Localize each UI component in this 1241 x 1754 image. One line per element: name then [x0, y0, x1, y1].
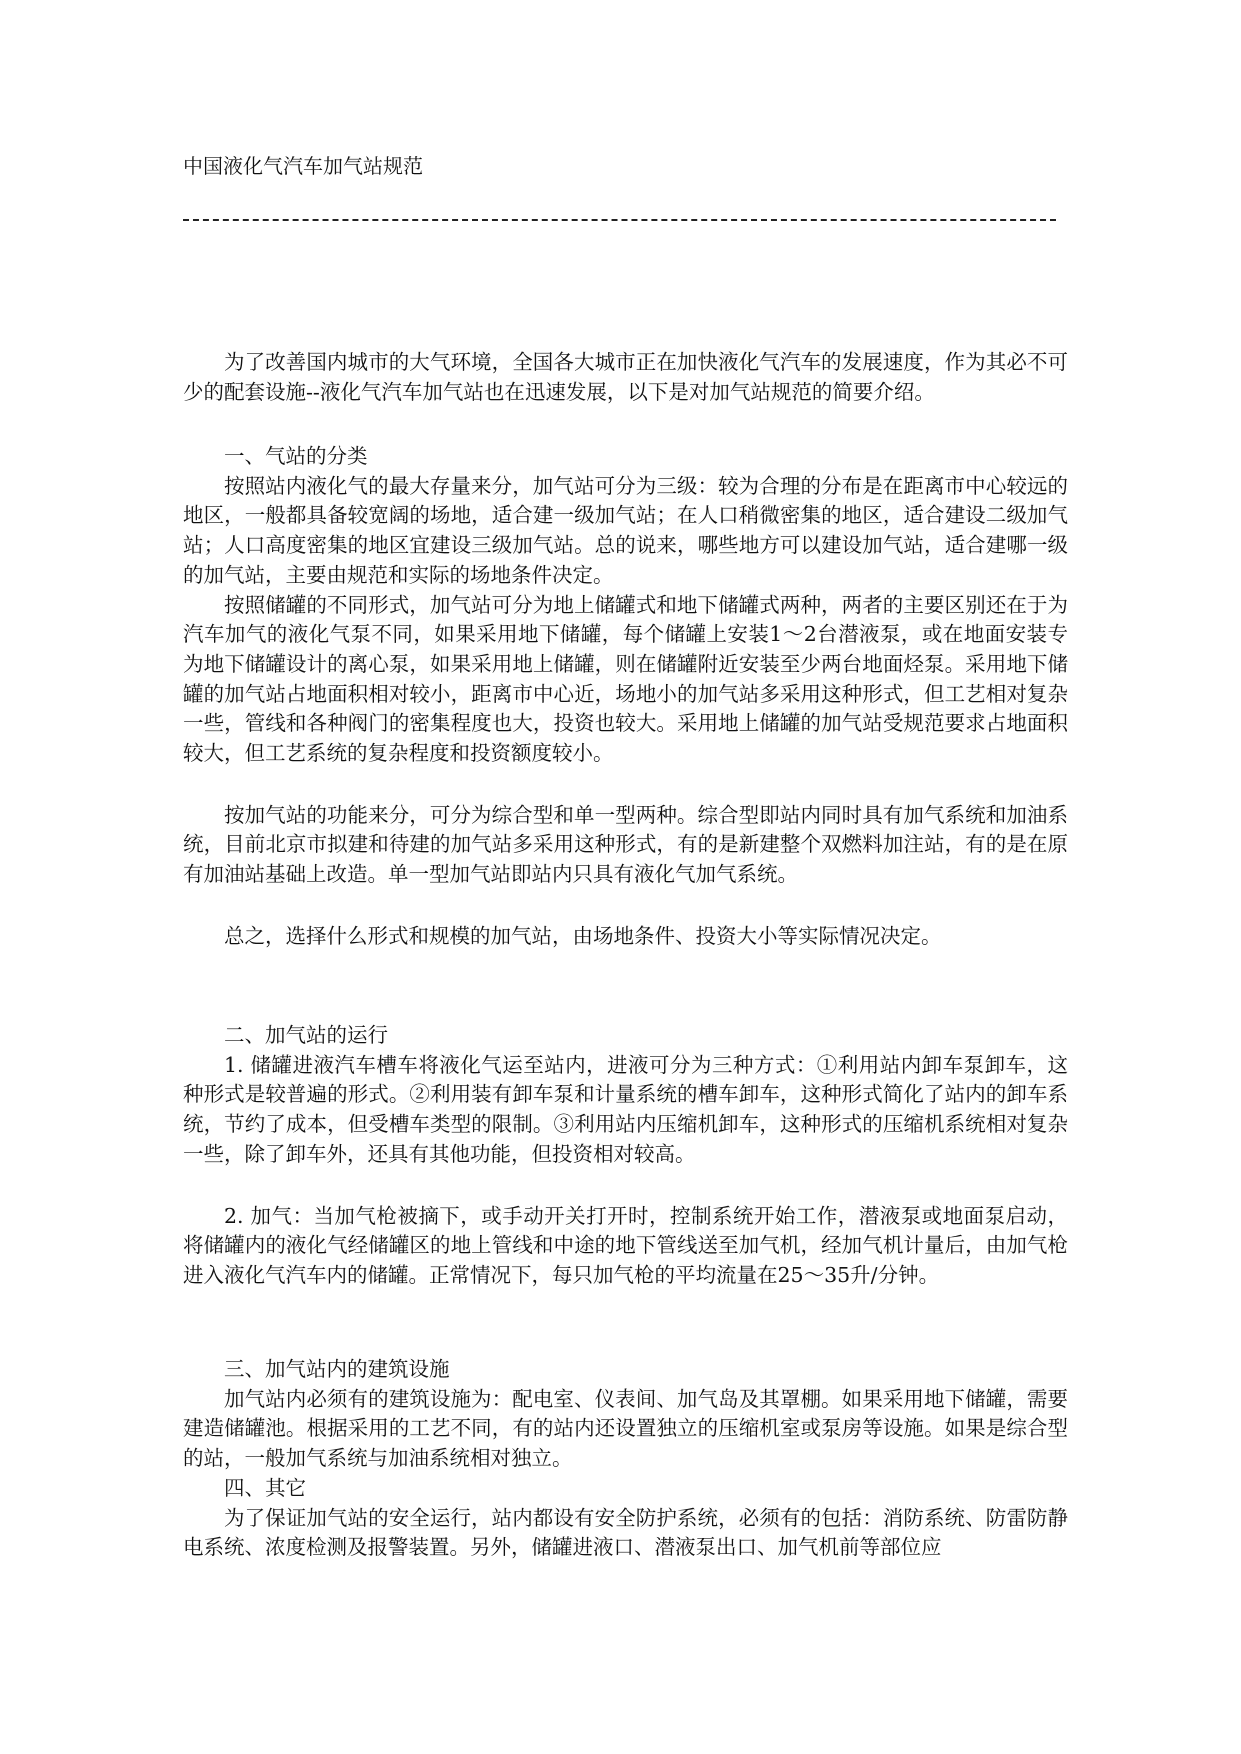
- section-1-paragraph-2: 按照储罐的不同形式，加气站可分为地上储罐式和地下储罐式两种，两者的主要区别还在于为汽车加气的液化气泵不同，如果采用地下储罐，每个储罐上安装1～2台潜液泵，或在地面安装专为地下储罐设计的离心泵，如果采用地上储罐，则在储罐附近安装至少两台地面烃泵。采用地下储罐的加气站占地面积相对较小，距离市中心近，场地小的加气站多采用这种形式，但工艺相对复杂一些，管线和各种阀门的密集程度也大，投资也较大。采用地上储罐的加气站受规范要求占地面积较大，但工艺系统的复杂程度和投资额度较小。: [183, 592, 1068, 766]
- section-1-paragraph-1: 按照站内液化气的最大存量来分，加气站可分为三级：较为合理的分布是在距离市中心较远的地区，一般都具备较宽阔的场地，适合建一级加气站；在人口稍微密集的地区，适合建设二级加气站；人口高度密集的地区宜建设三级加气站。总的说来，哪些地方可以建设加气站，适合建哪一级的加气站，主要由规范和实际的场地条件决定。: [183, 473, 1068, 587]
- intro-block: [183, 348, 1068, 407]
- section-2-paragraph-1: 1. 储罐进液汽车槽车将液化气运至站内，进液可分为三种方式：①利用站内卸车泵卸车，这种形式是较普遍的形式。②利用装有卸车泵和计量系统的槽车卸车，这种形式简化了站内的卸车系统，节约了成本，但受槽车类型的限制。③利用站内压缩机卸车，这种形式的压缩机系统相对复杂一些，除了卸车外，还具有其他功能，但投资相对较高。: [183, 1052, 1068, 1166]
- section-1-paragraph-4: 总之，选择什么形式和规模的加气站，由场地条件、投资大小等实际情况决定。: [224, 923, 942, 948]
- section-1: [183, 442, 1068, 952]
- section-3-paragraph-1: 加气站内必须有的建筑设施为：配电室、仪表间、加气岛及其罩棚。如果采用地下储罐，需要建造储罐池。根据采用的工艺不同，有的站内还设置独立的压缩机室或泵房等设施。如果是综合型的站，一般加气系统与加油系统相对独立。: [183, 1386, 1068, 1471]
- document-title: 中国液化气汽车加气站规范: [183, 154, 423, 178]
- spacer: [183, 890, 1068, 922]
- spacer: [183, 1170, 1068, 1202]
- section-4-heading: 四、其它: [224, 1475, 306, 1500]
- spacer: [183, 769, 1068, 801]
- section-1-heading: 一、气站的分类: [224, 444, 368, 468]
- title-divider: [183, 219, 1056, 221]
- section-2-paragraph-2: 2. 加气：当加气枪被摘下，或手动开关打开时，控制系统开始工作，潜液泵或地面泵启动，将储罐内的液化气经储罐区的地上管线和中途的地下管线送至加气机，经加气机计量后，由加气枪进入液化气汽车内的储罐。正常情况下，每只加气枪的平均流量在25～35升/分钟。: [183, 1203, 1068, 1287]
- section-4-paragraph-1: 为了保证加气站的安全运行，站内都设有安全防护系统，必须有的包括：消防系统、防雷防静电系统、浓度检测及报警装置。另外，储罐进液口、潜液泵出口、加气机前等部位应: [183, 1505, 1068, 1560]
- section-3: [183, 1355, 1068, 1563]
- section-2-heading: 二、加气站的运行: [224, 1023, 388, 1047]
- section-2: [183, 1021, 1068, 1291]
- section-1-paragraph-3: 按加气站的功能来分，可分为综合型和单一型两种。综合型即站内同时具有加气系统和加油系统，目前北京市拟建和待建的加气站多采用这种形式，有的是新建整个双燃料加注站，有的是在原有加油站基础上改造。单一型加气站即站内只具有液化气加气系统。: [183, 802, 1068, 887]
- section-3-heading: 三、加气站内的建筑设施: [224, 1357, 450, 1381]
- intro-paragraph: 为了改善国内城市的大气环境，全国各大城市正在加快液化气汽车的发展速度，作为其必不可少的配套设施--液化气汽车加气站也在迅速发展，以下是对加气站规范的简要介绍。: [183, 350, 1068, 404]
